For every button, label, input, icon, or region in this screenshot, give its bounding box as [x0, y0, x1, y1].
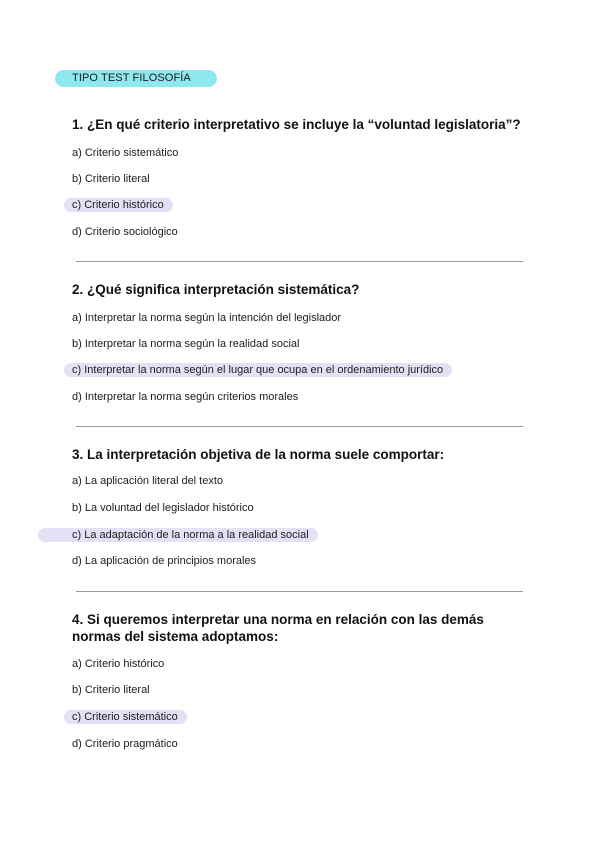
answer-highlight: c) Criterio sistemático: [64, 710, 187, 724]
question-number: 1.: [72, 117, 84, 132]
question-2-title: [72, 281, 532, 298]
option-c-answer[interactable]: [72, 528, 318, 543]
question-text: ¿En qué criterio interpretativo se incluye la “voluntad legislatoria”?: [87, 117, 521, 132]
question-4-title: [72, 611, 527, 645]
question-2: [72, 281, 532, 403]
option-a[interactable]: a) La aplicación literal del texto: [72, 475, 224, 487]
question-1: [72, 116, 532, 238]
answer-highlight: c) Interpretar la norma según el lugar que ocupa en el ordenamiento jurídico: [64, 363, 452, 377]
question-3-title: [72, 446, 532, 463]
option-b[interactable]: b) Interpretar la norma según la realidad social: [72, 338, 300, 350]
option-d[interactable]: d) Interpretar la norma según criterios morales: [72, 391, 299, 403]
option-b[interactable]: b) La voluntad del legislador histórico: [72, 502, 254, 514]
option-d[interactable]: d) Criterio pragmático: [72, 738, 178, 750]
divider: [76, 591, 523, 592]
test-title-tag: TIPO TEST FILOSOFÍA: [55, 70, 217, 87]
option-a[interactable]: a) Criterio sistemático: [72, 147, 179, 159]
option-d[interactable]: d) La aplicación de principios morales: [72, 555, 257, 567]
question-number: 4.: [72, 612, 84, 627]
question-number: 3.: [72, 447, 84, 462]
question-number: 2.: [72, 282, 84, 297]
question-4: [72, 611, 532, 750]
option-a[interactable]: a) Interpretar la norma según la intención del legislador: [72, 312, 342, 324]
option-c-answer[interactable]: [72, 363, 452, 378]
answer-highlight: c) Criterio histórico: [64, 198, 173, 212]
option-c-answer[interactable]: [72, 198, 173, 213]
option-c-answer[interactable]: [72, 710, 187, 725]
divider: [76, 261, 523, 262]
divider: [76, 426, 523, 427]
option-d[interactable]: d) Criterio sociológico: [72, 226, 178, 238]
question-text: Si queremos interpretar una norma en relación con las demás normas del sistema adoptamos:: [72, 612, 484, 644]
question-3: [72, 446, 532, 567]
question-1-title: [72, 116, 532, 133]
question-text: La interpretación objetiva de la norma suele comportar:: [87, 447, 445, 462]
option-b[interactable]: b) Criterio literal: [72, 173, 150, 185]
option-b[interactable]: b) Criterio literal: [72, 684, 150, 696]
option-a[interactable]: a) Criterio histórico: [72, 658, 165, 670]
question-text: ¿Qué significa interpretación sistemática?: [87, 282, 360, 297]
answer-highlight: c) La adaptación de la norma a la realidad social: [38, 528, 318, 542]
